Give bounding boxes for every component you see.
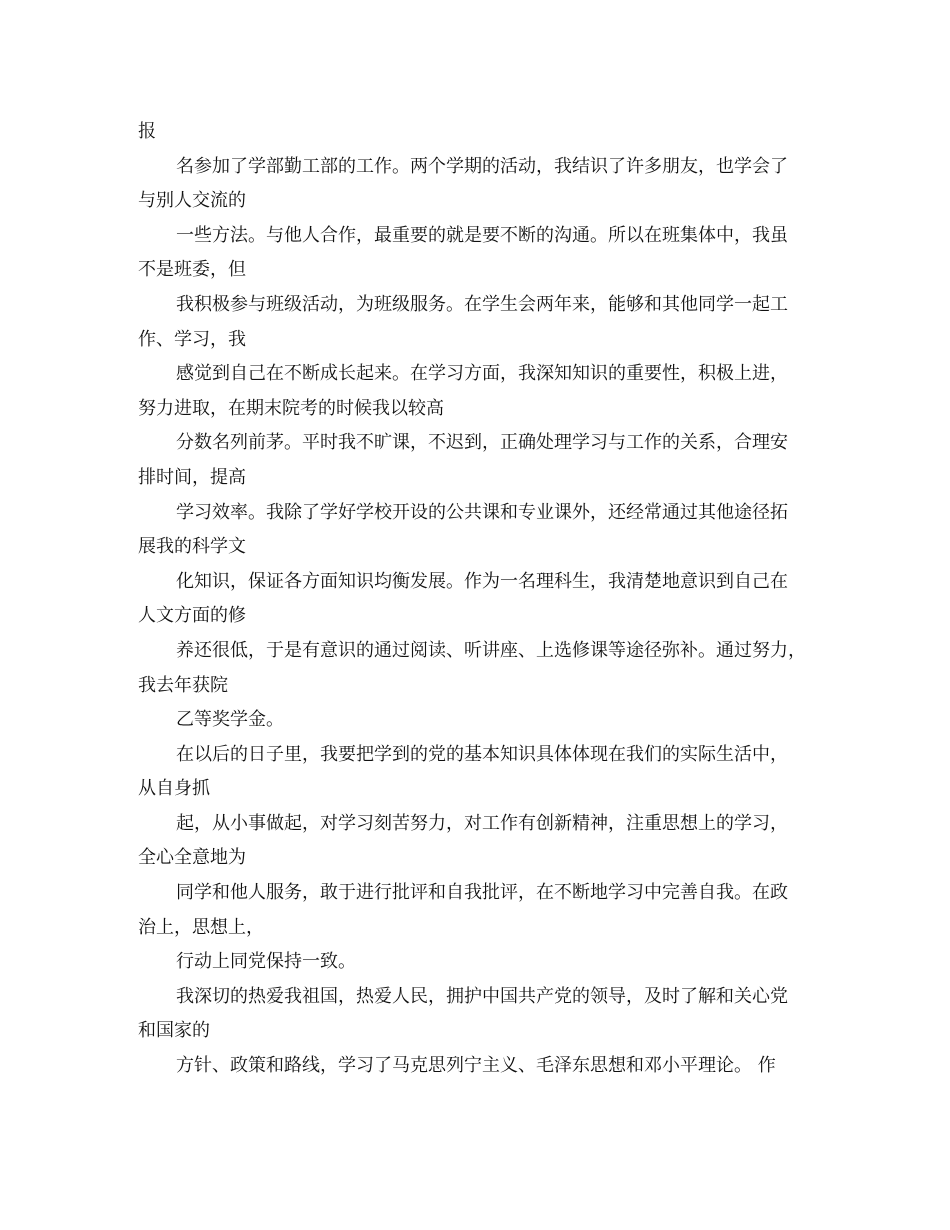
text-line: 在以后的日子里，我要把学到的党的基本知识具体体现在我们的实际生活中，: [176, 743, 788, 765]
text-line: 不是班委，但: [138, 259, 246, 281]
text-line: 学习效率。我除了学好学校开设的公共课和专业课外，还经常通过其他途径拓: [176, 501, 788, 523]
text-line: 展我的科学文: [138, 536, 246, 558]
text-line: 与别人交流的: [138, 190, 246, 212]
text-line: 名参加了学部勤工部的工作。两个学期的活动，我结识了许多朋友，也学会了: [176, 155, 788, 177]
text-line: 作、学习，我: [138, 328, 246, 350]
text-line: 行动上同党保持一致。: [176, 951, 356, 973]
text-line: 我积极参与班级活动，为班级服务。在学生会两年来，能够和其他同学一起工: [176, 293, 788, 315]
text-line: 排时间，提高: [138, 466, 246, 488]
text-line: 报: [138, 121, 156, 142]
text-line: 人文方面的修: [138, 605, 246, 627]
document-body: [138, 115, 828, 1084]
text-line: 分数名列前茅。平时我不旷课，不迟到，正确处理学习与工作的关系，合理安: [176, 432, 788, 454]
text-line: 化知识，保证各方面知识均衡发展。作为一名理科生，我清楚地意识到自己在: [176, 570, 788, 592]
text-line: 方针、政策和路线，学习了马克思列宁主义、毛泽东思想和邓小平理论。 作: [176, 1055, 776, 1077]
text-line: 从自身抓: [138, 778, 210, 800]
text-line: 治上，思想上，: [138, 916, 264, 938]
text-line: 同学和他人服务，敢于进行批评和自我批评，在不断地学习中完善自我。在政: [176, 882, 788, 904]
text-line: 全心全意地为: [138, 847, 246, 869]
text-line: 一些方法。与他人合作，最重要的就是要不断的沟通。所以在班集体中，我虽: [176, 224, 788, 246]
text-line: 努力进取，在期末院考的时候我以较高: [138, 397, 444, 419]
text-line: 起，从小事做起，对学习刻苦努力，对工作有创新精神，注重思想上的学习，: [176, 812, 788, 834]
text-line: 乙等奖学金。: [176, 709, 284, 731]
text-line: 和国家的: [138, 1020, 210, 1042]
text-line: 我深切的热爱我祖国，热爱人民，拥护中国共产党的领导，及时了解和关心党: [176, 985, 788, 1007]
text-line: 感觉到自己在不断成长起来。在学习方面，我深知知识的重要性，积极上进，: [176, 363, 788, 385]
text-line: 我去年获院: [138, 674, 228, 696]
text-line: 养还很低，于是有意识的通过阅读、听讲座、上选修课等途径弥补。通过努力，: [176, 639, 806, 661]
